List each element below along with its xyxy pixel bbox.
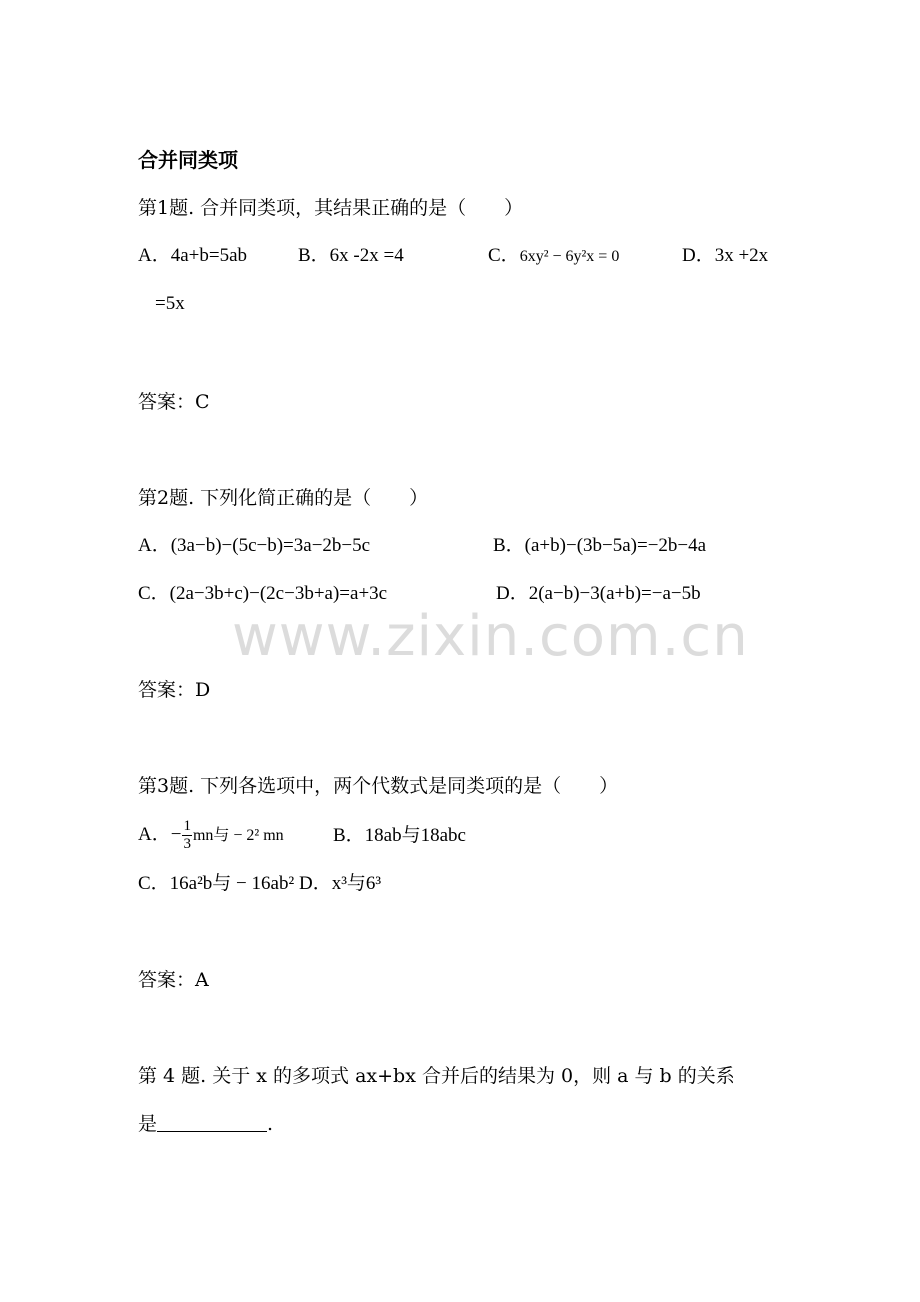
question-2-answer: 答案：D	[138, 679, 211, 701]
question-3-option-a-rest: mn与 − 2² mn	[192, 826, 284, 844]
question-2-option-c: C．(2a−3b+c)−(2c−3b+a)=a+3c	[138, 583, 388, 604]
question-1-option-d-continued: =5x	[155, 293, 185, 314]
document-title: 合并同类项	[138, 148, 238, 172]
question-4-stem-continued	[138, 1112, 273, 1136]
question-3-option-a-label: A．	[138, 823, 171, 845]
fraction-numerator: 1	[183, 818, 191, 834]
question-1-stem: 第1题. 合并同类项，其结果正确的是（ ）	[138, 197, 524, 219]
fraction-denominator: 3	[183, 836, 191, 852]
question-4-stem: 第 4 题. 关于 x 的多项式 ax+bx 合并后的结果为 0，则 a 与 b 的关系	[138, 1065, 735, 1087]
question-1-option-b: B．6x -2x =4	[298, 245, 404, 266]
question-3-option-a: A．− $\frac{1}{3}$ mn与 − 2² mn	[138, 818, 284, 852]
question-1-option-a: A．4a+b=5ab	[138, 245, 248, 266]
fraction	[182, 818, 192, 853]
question-3-option-b: B．18ab与18abc	[333, 825, 466, 846]
question-4-stem-cont-text: 是	[138, 1113, 158, 1135]
question-3-option-d: D．x³与6³	[299, 873, 382, 894]
question-1-option-c-math: 6xy² − 6y²x = 0	[519, 248, 620, 265]
question-3-answer: 答案：A	[138, 969, 209, 991]
answer-blank	[157, 1113, 267, 1132]
watermark: www.zixin.com.cn	[232, 604, 749, 669]
question-1-option-c-label: C．	[488, 245, 520, 266]
question-3-option-c: C．16a²b与 − 16ab²	[138, 873, 295, 894]
question-3-stem: 第3题. 下列各选项中，两个代数式是同类项的是（ ）	[138, 775, 619, 797]
question-2-option-b: B．(a+b)−(3b−5a)=−2b−4a	[493, 535, 707, 556]
question-2-stem: 第2题. 下列化简正确的是（ ）	[138, 487, 429, 509]
question-4-stem-end: .	[267, 1113, 274, 1135]
question-1-option-d: D．3x +2x	[682, 245, 769, 266]
question-1-answer: 答案：C	[138, 391, 210, 413]
question-2-option-a: A．(3a−b)−(5c−b)=3a−2b−5c	[138, 535, 371, 556]
question-2-option-d: D．2(a−b)−3(a+b)=−a−5b	[496, 583, 701, 604]
question-1-option-c	[488, 244, 619, 269]
